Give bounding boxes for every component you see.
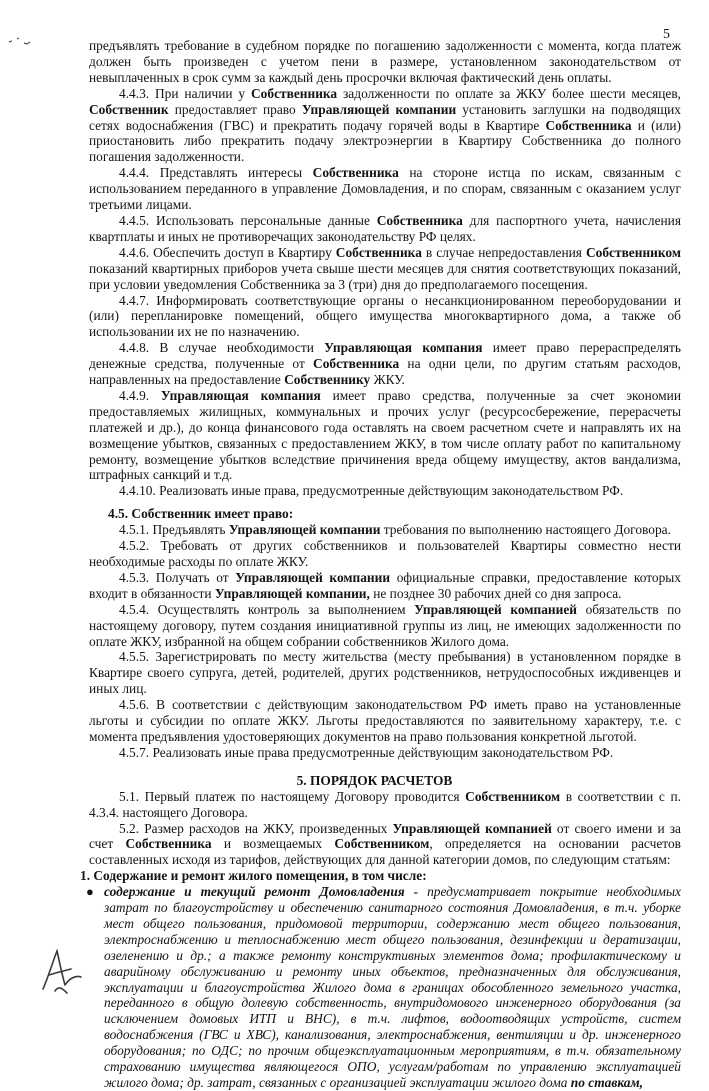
paragraph-4-4-8: 4.4.8. В случае необходимости Управляющая компания имеет право перераспределять денежные средства, полученные от Собственника на одни цели, по другим статьям расходов, направленных на предоставление Собственнику ЖКУ. xyxy=(89,340,681,388)
section-5-heading: 5. ПОРЯДОК РАСЧЕТОВ xyxy=(296,772,453,788)
paragraph-4-5-5: 4.5.5. Зарегистрировать по месту жительства (месту пребывания) в установленном порядке в Квартире своего супруга, детей, родителей, других родственников, нетрудоспособных иждивенцев и иных лиц. xyxy=(89,649,681,697)
subsection-1-heading: 1. Содержание и ремонт жилого помещения, в том числе: xyxy=(80,868,427,884)
paragraph-4-5-4: 4.5.4. Осуществлять контроль за выполнением Управляющей компанией обязательств по настоящему договору, путем создания инициативной группы из лиц, не имеющих задолженности по оплате ЖКУ, избранной на общем собрании собственников Жилого дома. xyxy=(89,601,682,649)
paragraph-5-2: 5.2. Размер расходов на ЖКУ, произведенных Управляющей компанией от своего имени и за счет Собственника и возмещаемых Собственником, определяется на основании расчетов составленных исходя из тарифов, действующих для данной категории домов, по следующим статьям: xyxy=(89,820,681,868)
paragraph-4-4-6: 4.4.6. Обеспечить доступ в Квартиру Собственника в случае непредоставления Собственником показаний квартирных приборов учета свыше шести месяцев для снятия соответствующих показаний, при условии уведомления Собственника за 3 (три) дня до предполагаемого посещения. xyxy=(89,244,681,292)
section-4-5-heading: 4.5. Собственник имеет право: xyxy=(108,506,294,522)
paragraph-4-5-6: 4.5.6. В соответствии с действующим законодательством РФ иметь право на установленные льготы и субсидии по оплате ЖКУ. Льготы предоставляются по заявительному характеру, т.е. с момента предъявления удостоверяющих документов на право пользования конкретной льготой. xyxy=(89,697,681,744)
paragraph-4-4-4: 4.4.4. Представлять интересы Собственника на стороне истца по искам, связанным с использованием переданного в управление Домовладения, и по спорам, связанным с оказанием услуг третьими лицами. xyxy=(89,165,681,213)
bullet-icon: ● xyxy=(86,884,94,900)
paragraph-4-4-3: 4.4.3. При наличии у Собственника задолженности по оплате за ЖКУ более шести месяцев, Собственник предоставляет право Управляющей компании установить заглушки на подводящих сетях водоснабжения (ГВС) и прекратить подачу горячей воды в Квартире Собственника и (или) приостановить либо прекратить подачу электроэнергии в Квартиру Собственника до полного погашения задолженности. xyxy=(89,85,682,165)
paragraph-4-5-7: 4.5.7. Реализовать иные права предусмотренные действующим законодательством РФ. xyxy=(119,744,614,760)
paragraph-4-4-5: 4.4.5. Использовать персональные данные Собственника для паспортного учета, начисления квартплаты и иных не противоречащих законодательству РФ целях. xyxy=(89,212,682,244)
paragraph-4-5-1: 4.5.1. Предъявлять Управляющей компании требования по выполнению настоящего Договора. xyxy=(119,522,671,538)
signature-mark xyxy=(35,945,87,997)
document-body xyxy=(0,38,709,1091)
paragraph-4-4-7: 4.4.7. Информировать соответствующие органы о несанкционированном переоборудовании и (или) перепланировке помещений, общего имущества многоквартирного дома, а также об использовании их не по назначению. xyxy=(89,292,681,340)
paragraph-4-4-9: 4.4.9. Управляющая компания имеет право средства, полученные за счет экономии предоставляемых жилищных, коммунальных и прочих услуг (ресурсосбережение, перерасчеты платежей и др.), до конца финансового года оставлять на своем расчетном счете и направлять их на возмещение убытков, связанных с предоставлением ЖКУ, в том числе оплату работ по капитальному ремонту, возмещение убытков вследствие причинения вреда общему имуществу, актов вандализма, штрафных санкций и т.д. xyxy=(89,387,681,483)
paragraph-intro: предъявлять требование в судебном порядке по погашению задолженности с момента, когда платеж должен быть произведен с учетом пени в размере, установленном законодательством от невыплаченных в срок сумм за каждый день просрочки включая фактический день оплаты. xyxy=(89,38,681,85)
paragraph-5-1: 5.1. Первый платеж по настоящему Договору проводится Собственником в соответствии с п. 4.3.4. настоящего Договора. xyxy=(89,788,681,820)
page-number: 5 xyxy=(663,27,670,42)
paragraph-4-5-3: 4.5.3. Получать от Управляющей компании официальные справки, предоставление которых входит в обязанности Управляющей компании, не позднее 30 рабочих дней со дня запроса. xyxy=(89,569,681,601)
paragraph-4-4-10: 4.4.10. Реализовать иные права, предусмотренные действующим законодательством РФ. xyxy=(119,483,624,499)
paragraph-4-5-2: 4.5.2. Требовать от других собственников и пользователей Квартиры совместно нести необходимые расходы по оплате ЖКУ. xyxy=(89,538,681,569)
bullet-item-maintenance: ● содержание и текущий ремонт Домовладения - предусматривает покрытие необходимых затрат по благоустройству и обеспечению санитарного состояния Домовладения, в т.ч. уборке мест общего пользования, придомовой территории, содержанию мест общего пользования, электроснабжению и теплоснабжению мест общего пользования, дезинфекции и дератизации, озеленению и др.; а также ремонту конструктивных элементов дома; профилактическому и аварийному обслуживанию и ремонту иных объектов, предназначенных для обслуживания, эксплуатации и благоустройства Жилого дома в границах обособленного земельного участка, переданного в общую долевую собственность, внутридомового инженерного оборудования (за исключением домовых ИТП и ВНС), в т.ч. лифтов, водоотводящих устройств, систем водоснабжения (ГВС и ХВС), канализования, электроснабжения, вентиляции и др. инженерного оборудования; по ОДС; по прочим общеэксплуатационным мероприятиям, в т.ч. обязательному страхованию имущества являющегося ОПО, услугам/работам по управлению эксплуатацией жилого дома; др. затрат, связанных с организацией эксплуатации жилого дома по ставкам, xyxy=(86,884,681,1090)
